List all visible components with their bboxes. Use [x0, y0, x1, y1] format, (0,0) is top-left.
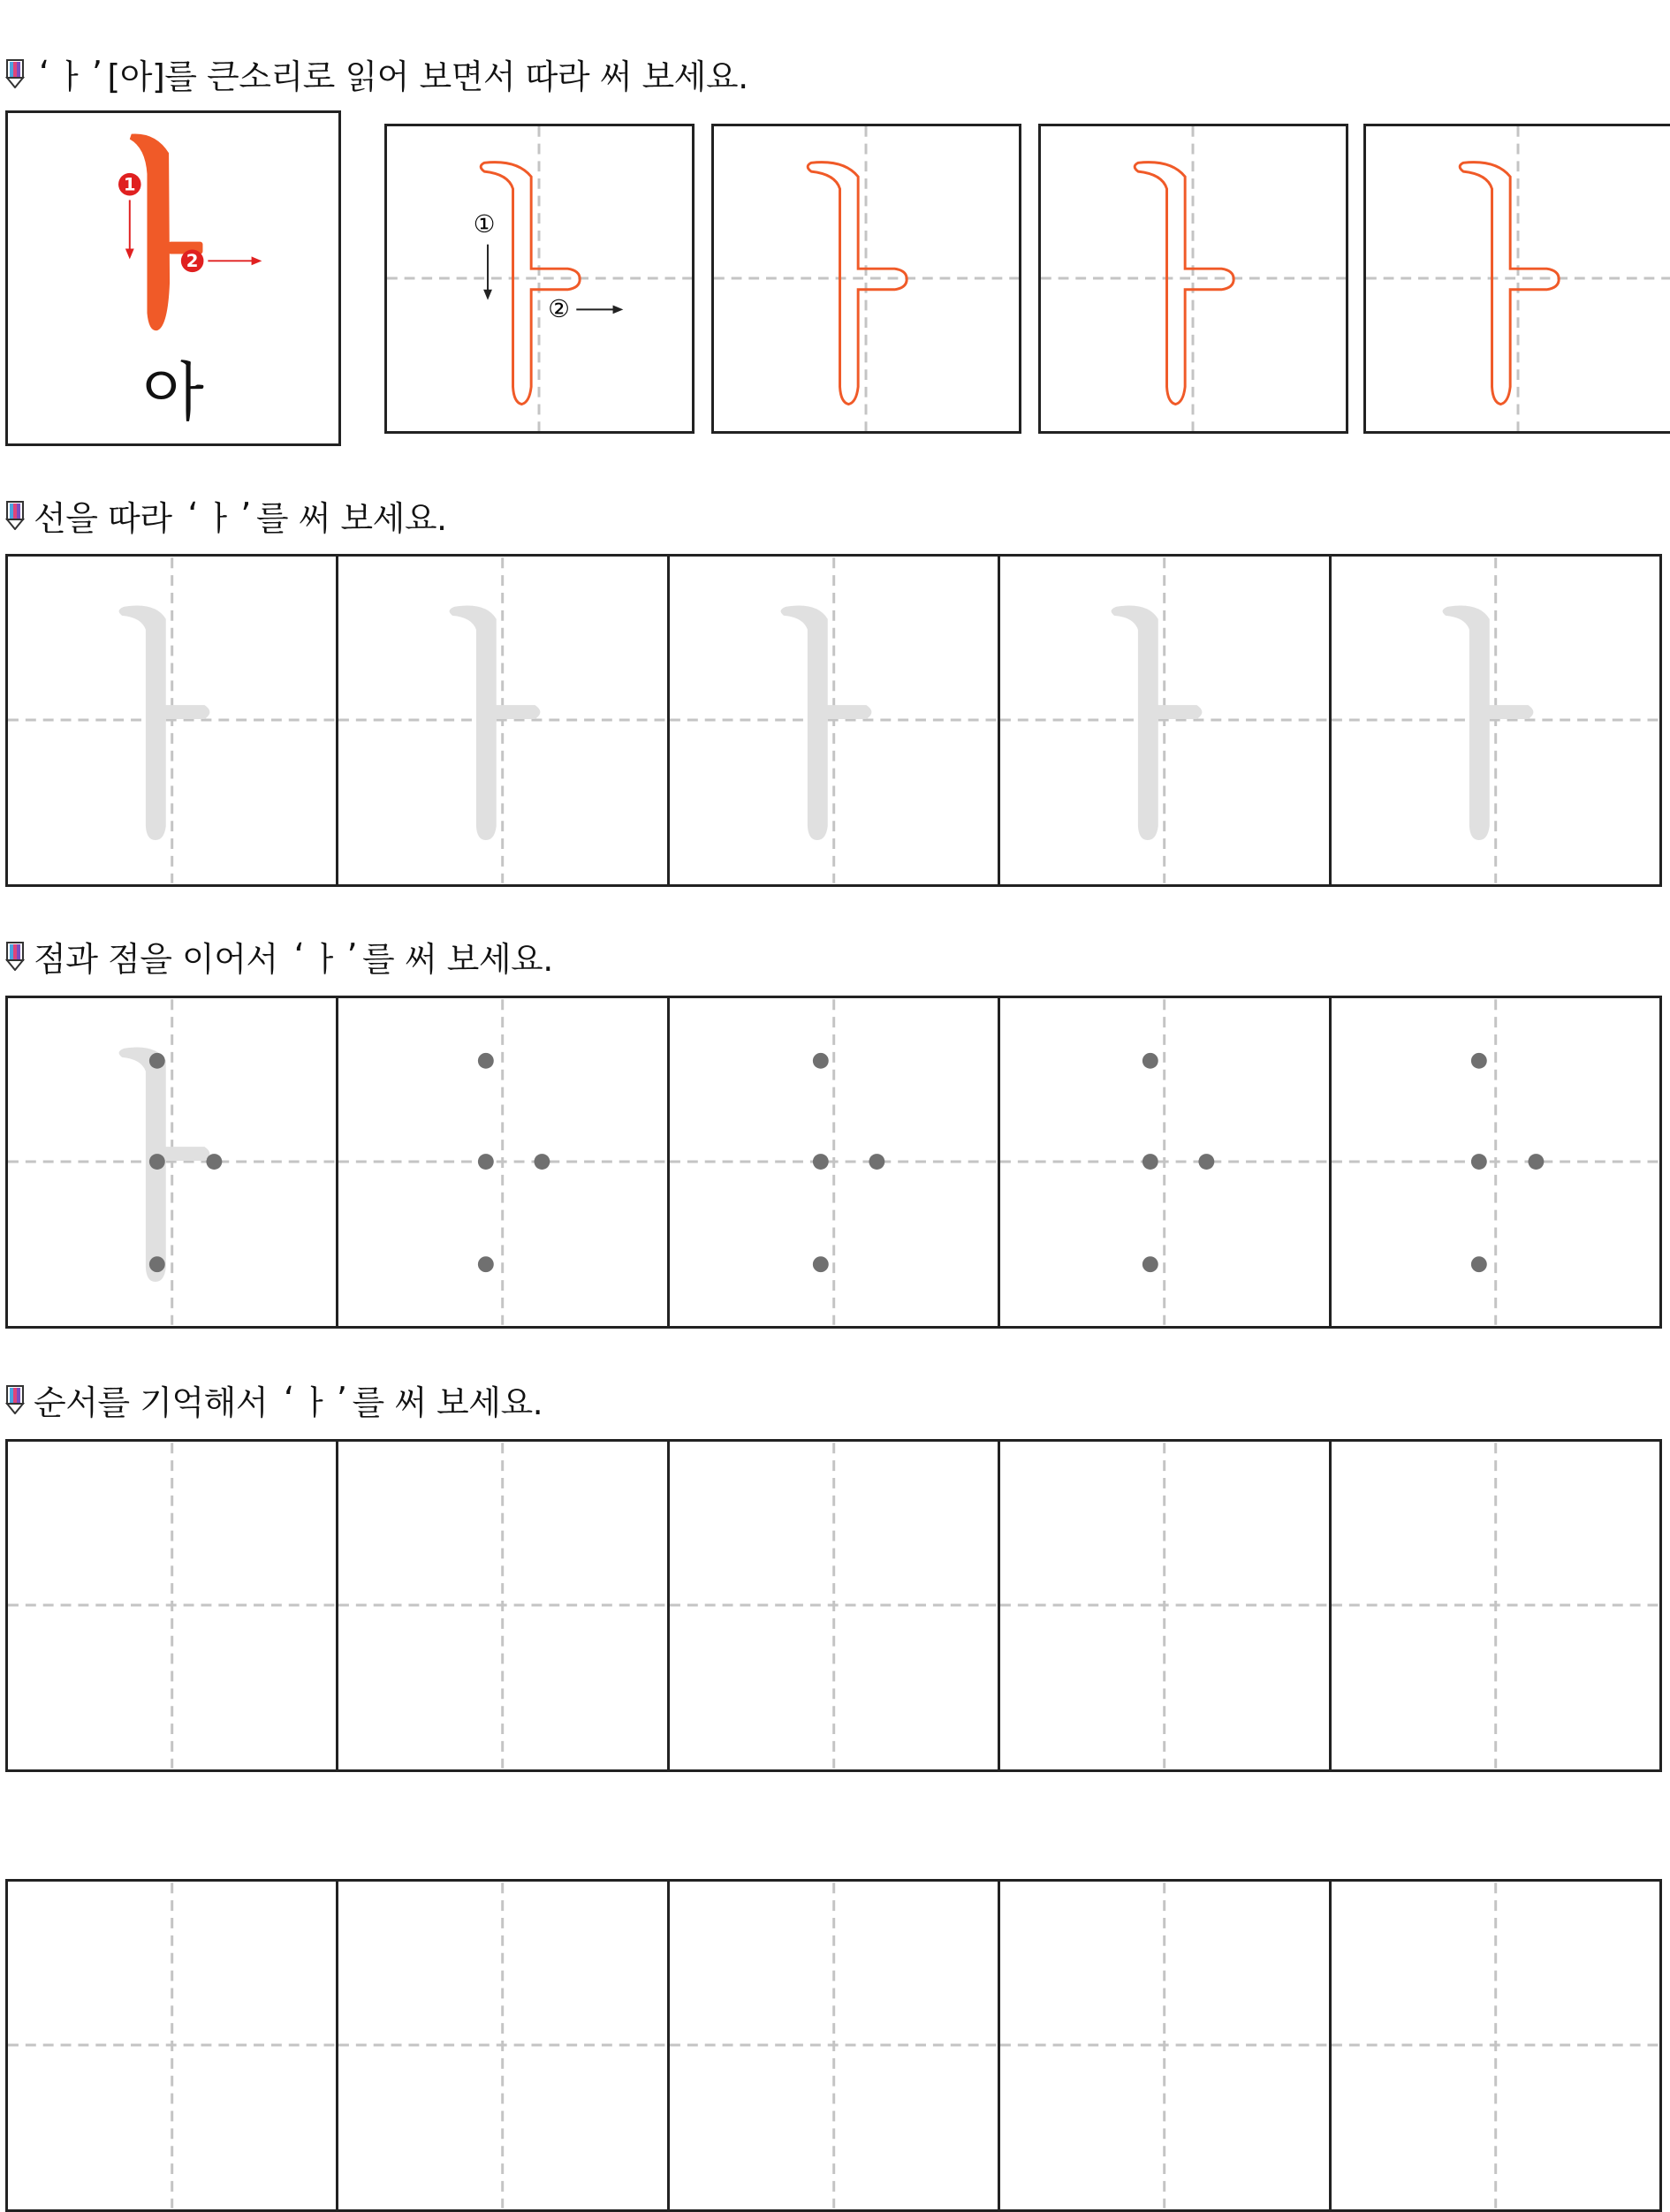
dot: [1471, 1154, 1487, 1170]
letter-a: ㅏ: [203, 498, 236, 538]
outline-box-4[interactable]: [1363, 124, 1670, 434]
trace-letter: [1112, 606, 1203, 841]
writing-cell[interactable]: [670, 1442, 1000, 1769]
writing-cell[interactable]: [338, 1442, 669, 1769]
letter-a: ㅏ: [54, 57, 87, 96]
trace-letter: [1442, 606, 1533, 841]
dot: [1199, 1154, 1215, 1170]
dot: [1142, 1053, 1158, 1069]
writing-cell[interactable]: [1000, 1882, 1331, 2209]
dot: [149, 1154, 165, 1170]
instruction-text: 순서를 기억해서: [34, 1382, 269, 1422]
trace-letter: [780, 606, 871, 841]
trace-cell[interactable]: [8, 557, 338, 884]
dot: [1471, 1053, 1487, 1069]
trace-cell[interactable]: [338, 557, 669, 884]
dot: [206, 1154, 222, 1170]
dot: [535, 1154, 550, 1170]
instruction-read-write: [5, 51, 748, 95]
instruction-text: 선을 따라: [34, 498, 172, 538]
dot-cell[interactable]: [338, 998, 669, 1326]
dot: [1471, 1256, 1487, 1272]
dot: [813, 1053, 829, 1069]
dot: [1142, 1256, 1158, 1272]
pencil-icon: [5, 500, 25, 530]
dot: [478, 1053, 494, 1069]
quote-close: ’: [336, 1380, 347, 1419]
pencil-icon: [5, 941, 25, 971]
instruction-trace: [5, 493, 447, 537]
trace-letter: [119, 606, 210, 841]
instruction-dots: [5, 934, 553, 978]
trace-row: [5, 554, 1662, 887]
quote-open: ‘: [293, 936, 305, 975]
quote-open: ‘: [39, 54, 49, 93]
trace-cell[interactable]: [670, 557, 1000, 884]
dot: [478, 1154, 494, 1170]
dot: [149, 1053, 165, 1069]
dot: [478, 1256, 494, 1272]
dot-cell[interactable]: [8, 998, 338, 1326]
quote-close: ’: [91, 54, 102, 93]
outline-box-2[interactable]: [711, 124, 1021, 434]
stroke-marker-2: ②: [548, 295, 570, 324]
writing-cell[interactable]: [1332, 1442, 1659, 1769]
quote-open: ‘: [187, 496, 199, 534]
writing-cell[interactable]: [670, 1882, 1000, 2209]
dot: [1528, 1154, 1544, 1170]
writing-cell[interactable]: [1000, 1442, 1331, 1769]
quote-close: ’: [346, 936, 358, 975]
letter-outline: [1135, 163, 1234, 405]
free-writing-row: [5, 1879, 1662, 2212]
example-syllable: 아: [142, 355, 204, 429]
letter-outline: [808, 163, 907, 405]
stroke-number-1: 1: [123, 174, 136, 195]
dot-cell[interactable]: [1000, 998, 1331, 1326]
letter-a: ㅏ: [309, 939, 342, 979]
trace-cell[interactable]: [1332, 557, 1659, 884]
example-box: [5, 110, 341, 446]
instruction-text: 를 써 보세요.: [362, 939, 553, 979]
letter-outline: [481, 163, 580, 405]
dot-cell[interactable]: [1332, 998, 1659, 1326]
instruction-text: 점과 점을 이어서: [34, 939, 278, 979]
stroke-marker-1: ①: [473, 209, 496, 239]
dot: [813, 1256, 829, 1272]
dots-row: [5, 996, 1662, 1329]
dot: [149, 1256, 165, 1272]
writing-cell[interactable]: [8, 1442, 338, 1769]
dot: [869, 1154, 884, 1170]
instruction-text: [아]를 큰소리로 읽어 보면서 따라 써 보세요.: [107, 57, 748, 96]
writing-cell[interactable]: [8, 1882, 338, 2209]
outline-box-3[interactable]: [1038, 124, 1348, 434]
instruction-text: 를 써 보세요.: [352, 1382, 543, 1422]
quote-close: ’: [240, 496, 251, 534]
dot: [1142, 1154, 1158, 1170]
quote-open: ‘: [284, 1380, 294, 1419]
trace-letter: [450, 606, 541, 841]
stroke-number-2: 2: [186, 251, 199, 272]
instruction-memory: [5, 1377, 543, 1421]
letter-outline: [1460, 163, 1559, 405]
free-writing-row: [5, 1439, 1662, 1772]
trace-cell[interactable]: [1000, 557, 1331, 884]
writing-cell[interactable]: [1332, 1882, 1659, 2209]
outline-box-1[interactable]: [384, 124, 695, 434]
instruction-text: 를 써 보세요.: [255, 498, 447, 538]
pencil-icon: [5, 1384, 25, 1414]
letter-a: ㅏ: [299, 1382, 331, 1422]
dot-cell[interactable]: [670, 998, 1000, 1326]
pencil-icon: [5, 58, 25, 88]
writing-cell[interactable]: [338, 1882, 669, 2209]
dot: [813, 1154, 829, 1170]
